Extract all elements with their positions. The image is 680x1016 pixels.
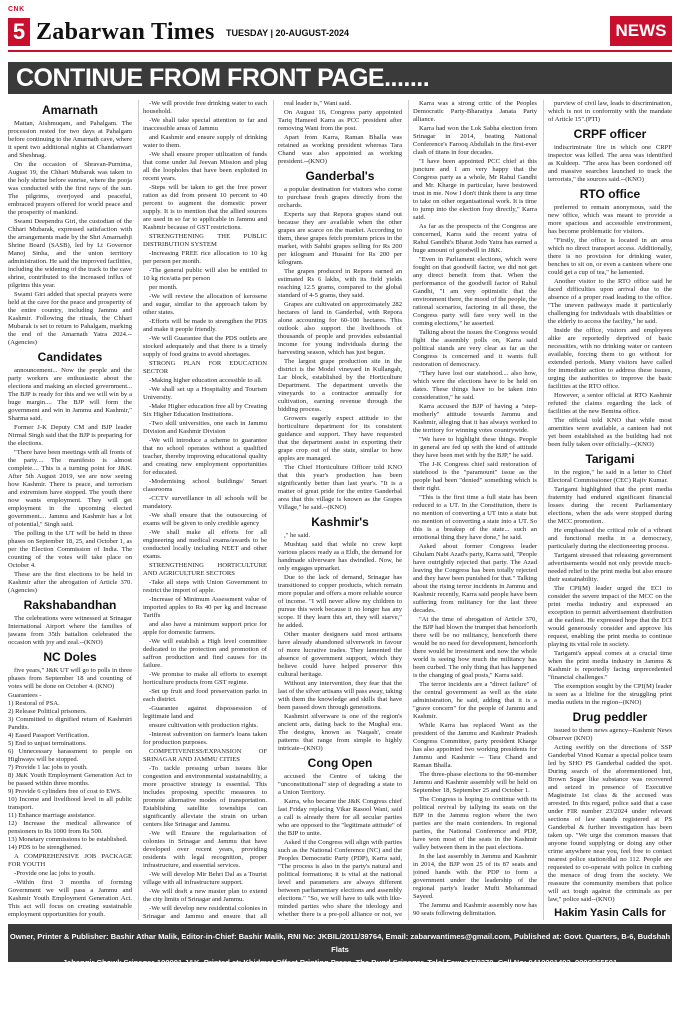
page-number: 5 (8, 18, 30, 46)
section-label: NEWS (610, 16, 672, 46)
paragraph: The CPI(M) leader urged the ECI to consider the severe impact of the MCC on the print media industry and expressed an exception to permit advertisement distribution at the earliest. He expressed hope that the ECI would generously consider and approve his request, enabling the print media to continue playing its vital role in society. (548, 585, 672, 648)
paragraph: -We shall ensure that the outsourcing of exams will be given to only credible agency (143, 512, 267, 527)
paragraph: "Firstly, the office is located in an area which no direct transport access. Additionally, there is no provision for drinking water, benches to sit on, or even a canteen where one could get a cup of tea," he lamented. (548, 237, 672, 276)
paragraph: -Steps will be taken to get the free power ration as did from present 10 percent to 40 percent to augment the domestic power supply. It is to mention that the allied sources are used in so far to applicable in Jammu and Kashmir because of GST restrictions. (143, 184, 267, 231)
paragraph: Mushtaq said that while no crew kept various places ready as a Eldh, the demand for handmade silverware has dwindled. Now, he only engages upmarket. (278, 541, 402, 572)
paragraph: "They have lost our statehood.... also how, which were the elections have to be held on dates. These things have to be taken into consideration," he said. (413, 370, 537, 401)
paragraph: Swami Deependra Giri, the custodian of the Chhari Mubarak, expressed satisfaction with the arrangements made by the Shri Amarnathji Shrine Board (SASB), led by Lt Governor Manoj Sinha, and the union territory administration. He said the improved facilities, including the widening of the track to the cave shrine, contributed to the increased influx of pilgrims this year. (8, 218, 132, 289)
paragraph: -We will draft a new master plan to extend the city limits of Srinagar and Jammu. (143, 888, 267, 903)
paragraph: The Jammu and Kashmir assembly now has 90 seats following delimitation. (413, 902, 537, 917)
headline-candidates: Candidates (37, 350, 103, 364)
paragraph: The three-phase elections to the 90-member Jammu and Kashmir assembly will be held on September 18, September 25 and October 1. (413, 771, 537, 794)
paragraph: The celebrations were witnessed at Srinagar International Airport where the families of jawans from 35th battalion celebrated the occasion with joy and zeal.--(KNO) (8, 615, 132, 646)
paragraph: Without any intervention, they fear that the last of the silver artisans will pass away, taking with them the knowledge and skills that have been passed down through generations. (278, 680, 402, 711)
headline-ganderbal: Ganderbal's (305, 169, 375, 183)
paragraph: and also have a minimum support price for apple for domestic farmers. (143, 621, 267, 636)
paragraph: -We will develop new residential colonies in Srinagar and Jammu and ensure that all (143, 905, 267, 920)
paragraph: real leader is," Wani said. (284, 100, 352, 107)
imprint-line-2: Jahangir Chowk Srinagar-190001 J&K, Printed at: Khidmat Offset Printing Press, The Bund Srinagar, Tele/ Fax: 2478370, Cell No: 9419001492, 9906865501 (62, 958, 618, 967)
headline-rakshabandhan: Rakshabandhan (23, 598, 117, 612)
paragraph: Experts say that Repora grapes stand out because they are available when the other grapes are scarce on the market. According to them, these grapes fetch premium prices in the market, with Sahibi grapes selling for Rs 200 per kilogram and Husaini for Rs 200 per kilogram. (278, 211, 402, 266)
paragraph: accused the Centre of taking the "unconstitutional" step of degrading a state to a Union Territory. (278, 773, 402, 796)
paragraph: "There have been meetings with all fronts of the party.... The manifesto is almost complete.... This is a turning point for J&K. After 5th August 2019, we are now seeing how Kashmir. There is peace, and terrorism and extremism have stopped. The youth there now wants employment. They will get employment in the upcoming elected government.... Jammu and Kashmir has a lot of potential," Singh said. (8, 449, 132, 528)
paragraph: indiscriminate fire in which one CRPF inspector was killed. The area was identified as Kuldeep. "The area has been cordoned off and massive searches launched to track the terrorists," the sources said.--(KNO) (548, 144, 672, 183)
paragraph: Karra was a strong critic of the Peoples Democratic Party-Bharatiya Janata Party alliance. (413, 100, 537, 123)
column-3 (278, 100, 402, 920)
paragraph: The terror incidents are a "direct failure" of the central government as well as the state administration, he said, adding that it is a "grave concern" for the people of Jammu and Kashmir. (413, 681, 537, 720)
paragraph: -We will Guarantee that the PDS outlets are stocked adequately and that there is a timely supply of food grains to avoid shortages. (143, 335, 267, 358)
paragraph: The Chief Horticulture Officer told KNO that this year's production has been significantly better than last year's. "It is a matter of great pride for the entire Ganderbal area that this village is known as the Grapes Village," he said.--(KNO) (278, 464, 402, 511)
masthead-rule (8, 50, 672, 52)
paragraph: He emphasised the critical role of a vibrant and functional media in a democracy, particularly during the electioneering process. (548, 527, 672, 550)
paragraph: -We will introduce a scheme to guarantee that no school operates without a qualified teacher, thereby improving educational quality and creating new employment opportunities for educated. (143, 437, 267, 476)
page-banner: CONTINUE FROM FRONT PAGE....... (8, 62, 672, 94)
paragraph: -Provide one lac jobs to youth. (14, 870, 95, 877)
paragraph: Grapes are cultivated on approximately 282 hectares of land in Ganderbal, with Repora alone accounting for 60-100 hectares. This outlook also support the livelihoods of thousands of people and provides substantial income for young individuals during the harvesting season, which has just begun. (278, 301, 402, 356)
paragraph: Mattan, Aishmuqam, and Pahalgam. The procession rested for two days at Pahalgam before continuing to the Amarnath cave, where it spent two additional nights at Chandanwari and Sheshnag. (8, 120, 132, 159)
paragraph: Asked about former Congress leader Ghulam Nabi Azad's party, Karra said, "People have outrightly rejected that party. The Azad leaving the Congress has been totally rejected and they have been punished for that." Talking about the rising terror incidents in Jammu and Kashmir recently, Karra said people have been suffering from militancy for the last three decades. (413, 543, 537, 614)
headline-cong-open: Cong Open (307, 756, 373, 770)
column-5 (548, 100, 672, 920)
masthead (8, 6, 672, 50)
paragraph: The grapes produced in Repora earned an estimated Rs 6 lakhs, with its field yields reaching 12.5 grams, compared to the global standard of 4-5 grams, they said. (278, 268, 402, 299)
paragraph: -We promise to make all efforts to exempt horticulture products from GST regime. (143, 671, 267, 686)
paragraph: -Increase of Minimum Assessment value of imported apples to Rs 40 per kg and Increase Tariffs (143, 596, 267, 619)
article-columns (8, 100, 672, 920)
paragraph: -Guarantee against dispossession of legitimate land and (143, 705, 267, 720)
paragraph: -We will review the allocation of kerosene and sugar, similar to the approach taken by other states. (143, 293, 267, 316)
paragraph: and Kashmir and ensure supply of drinking water to them. (143, 134, 267, 149)
paragraph: -Making higher education accessible to all. (149, 377, 263, 384)
column-divider (273, 100, 274, 920)
column-divider (138, 100, 139, 920)
paragraph: COMPETIVENESS/EXPANSION OF SRINAGAR AND JAMMU CITIES (143, 748, 267, 763)
paragraph: On August 16, Congress party appointed Tariq Hameed Karra as PCC president after removing Wani from the post. (278, 109, 402, 132)
paragraph: Another visitor to the RTO office said he faced difficulties upon arrival due to the absence of a proper road leading to the office. "The uneven pathways made it particularly challenging for individuals with disabilities or the elderly to access the facility," he said. (548, 278, 672, 325)
paragraph: Kashmiri silverware is one of the region's ancient arts, dating back to the Mughal era. The designs, known as 'Naqash', create patterns that range from simple to highly intricate--(KNO) (278, 713, 402, 752)
paragraph: -CCTV surveillance in all schools will be mandatory. (143, 495, 267, 510)
column-divider (408, 100, 409, 920)
paragraph: STRENGTHENING THE PUBLIC DISTRIBUTION SYSTEM (143, 233, 267, 248)
paragraph: The official told KNO that while most amenities were available, a canteen had not yet been established as the building had not been fully taken over officially.--(KNO) (548, 417, 672, 448)
paragraph: -We will Ensure the regularisation of colonies in Srinagar and Jammu that have developed over recent years, providing residents with legal recognition, proper infrastructure, and essential services. (143, 830, 267, 869)
paragraph: ," he said. (284, 532, 311, 539)
column-1 (8, 100, 132, 920)
paragraph: These are the first elections to be held in Kashmir after the abrogation of Article 370. (Agencies) (8, 571, 132, 594)
paragraph: preferred to remain anonymous, said the new office, which was meant to provide a more spacious and accessible environment, has become problematic for visitors. (548, 204, 672, 235)
paragraph: ensure cultivation with production rights. (149, 722, 258, 729)
paragraph: purview of civil law, leads to discrimination, which is not in conformity with the mandate of Article 15".(PTI) (548, 100, 672, 123)
paragraph: Due to the lack of demand, Srinagar has transitioned to copper products, which remain more popular and offers a more reliable source of income. "I will never allow my children to pursue this work because it no longer has any scope. If they learn this art, they will starve," he added. (278, 574, 402, 629)
paragraph: As far as the prospects of the Congress are concerned, Karra said the recent yatra of Rahul Gandhi's Bharat Jodo Yatra has earned a huge amount of goodwill in J&K. (413, 223, 537, 254)
headline-kashmirs: Kashmir's (311, 515, 369, 529)
headline-crpf-officer: CRPF officer (573, 127, 647, 141)
paragraph: Karra accused the BJP of having a "step-motherly" attitude towards Jammu and Kashmir, alleging that it has always worked to the territory for winning votes countrywide. (413, 403, 537, 434)
paragraph: -Set up fruit and food preservation parks in each district. (143, 688, 267, 703)
paragraph: -We shall take special attention to far and inaccessible areas of Jammu (143, 117, 267, 132)
paragraph: Growers eagerly expect attitude to the horticulture department for its consistent guidance and support. They have requested that the department assist in exporting their grape crop out of the state, similar to how apples are managed. (278, 415, 402, 462)
paragraph: per month. (149, 284, 178, 291)
paragraph: -We will develop Mir Behri Dal as a Tourist village with all infrastructure support. (143, 871, 267, 886)
paragraph: -Efforts will be made to strengthen the PDS and make it people friendly. (143, 318, 267, 333)
paragraph: The polling in the UT will be held in three phases on September 18, 25, and October 1, as per the Election Commission of India. The counting of the votes will take place on October 4. (8, 530, 132, 569)
paragraph: However, a senior official at RTO Kashmir refuted the claims regarding the lack of facilities at the new Bemina office. (548, 392, 672, 415)
paragraph: "I have been appointed PCC chief at this juncture and I am very happy that the Congress party as a whole, Mr Rahul Gandhi and Mr. Kharge in particular, have bestowed trust in me. Now I don't think there is any time to take on other organisational work. It is time to jump into the election fray directly," Karra said. (413, 158, 537, 221)
paragraph: STRONG PLAN FOR EDUCATION SECTOR (143, 360, 267, 375)
headline-rto-office: RTO office (579, 187, 641, 201)
paragraph: -The general public will also be entitled to 10 kg rice/atta per person (143, 267, 267, 282)
paragraph: "We have to highlight these things. People in general are fed up with the kind of attitude they have been met with by the BJP," he said. (413, 436, 537, 459)
headline-nc-doles: NC Doles (43, 650, 97, 664)
paragraph: Talking about the issues the Congress would fight the assembly polls on, Karra said political stands are very clear as far as the Congress is concerned and it wants full restoration of democracy. (413, 329, 537, 368)
paragraph: Karra, who became the J&K Congress chief last Friday replacing Vikar Rasool Wani, said a call is already there for all secular parties who are opposed to the "legitimate attitude" of the BJP to unite. (278, 798, 402, 837)
imprint-line-1: Owner, Printer & Publisher: Bashir Athar Malik, Editor-in-Chief: Bashir Malik, RNI No: JKBIL/2011/39764, Email: zabarwantimes@gmail.com, Published at: Govt. Quarters, B-6, Budshah Flats (9, 932, 671, 954)
paragraph: -Take all steps with Union Government to restrict the import of apple. (143, 579, 267, 594)
paragraph: Tarigami highlighted that the print media fraternity had endured significant financial losses during the recent Parliamentary elections, when the ads were stopped during the MCC promotion. (548, 486, 672, 525)
paragraph: Acting swiftly on the directions of SSP Ganderbal Vinod Kumar a special police team led by SHO PS Ganderbal cadded the spot. During search of the aforementioned hut, Brown Sugar like substance was recovered and seized in presence of Executive Magistrate 1st class & the accused was arrested. In this regard, police said that a case under FIR number 23/2024 under relevant sections of law stands registered at PS Ganderbal & further investigation has been taken up. "We urge the common masses that anyone found supplying or doing any other crime anywhere near you, feel free to contact nearest police station/dial no 112. People are requested to co-operate with police in curbing the menace of drug from the society. We reassure the community members that police will act tough against the criminals as per law," police said--(KNO) (548, 744, 672, 903)
headline-drug-peddler: Drug peddler (572, 710, 648, 724)
headline-amarnath: Amarnath (41, 103, 98, 117)
paragraph: five years," J&K UT will go to polls in three phases from September 18 and counting of votes will be done on October 4. (KNO) (8, 667, 132, 690)
paragraph: -We shall ensure proper utilization of funds that come under Jal Jeevan Mission and plug all the loopholes that have been exploited in recent years. (143, 151, 267, 182)
paragraph: Tarigami stressed that releasing government advertisements would not only provide much-needed relief to the print media but also ensure their sustainability. (548, 552, 672, 583)
paragraph: Tarigami's appeal comes at a crucial time when the print media industry in Jammu & Kashmir is reportedly facing unprecedented "financial challenges." (548, 650, 672, 681)
paragraph: Asked if the Congress will align with parties such as the National Conference (NC) and the Peoples Democratic Party (PDP), Karra said, "The process is also in the party's natural and political formations; it is vital at the national level and parameters are always different between parliamentary elections and assembly elections." "So, we will have to talk with like-minded parties who share the ideology and whether there is a pre-poll alliance or not, we (278, 839, 402, 918)
paragraph: STRENGTHENING HORTICULTURE AND AGRICULTURE SECTORS (143, 562, 267, 577)
paragraph: -Increasing FREE rice allocation to 10 kg per person per month. (143, 250, 267, 265)
column-2 (143, 100, 267, 920)
paragraph: -We will provide free drinking water to each household. (143, 100, 267, 115)
paragraph: Swami Giri added that special prayers were held at the cave for the peace and prosperity of the entire country, including Jammu and Kashmir. Following the rituals, the Chhari Mubarak is set to return to Pahalgam, marking the end of the Amarnath Yatra 2024.--(Agencies) (8, 291, 132, 346)
paragraph: On the occasion of Shravan-Purnima, August 19, the Chhari Mubarak was taken to the holy shrine before sunrise, where the pooja was conducted with the first rays of the sun. The pilgrims, overjoyed and peaceful, embraced prayers offered for world peace and the prosperity of mankind. (8, 161, 132, 216)
column-4 (413, 100, 537, 920)
paragraph: "At the time of abrogation of Article 370, the BJP had blown the trumpet that henceforth there will be no militancy, henceforth there would be no need for development, henceforth there would be investment and now the whole world is seeing how much the militancy has been curbed. The only thing that has happened is the changing of goal posts," Karra said. (413, 616, 537, 679)
paragraph: The largest grape production site in the district is the Model vineyard in Kullangah, Lar block, established by the Horticulture Department. The department unveils the vineyards to a contractor annually for cultivation, earning revenue through the bidding process. (278, 358, 402, 413)
paragraph: -Within first 3 months of forming Government we will pass a Jammu and Kashmir Youth Employment Generation Act. This act will focus on creating sustainable employment opportunities for youth. (8, 879, 132, 918)
guarantee-list: Guarantees - 1) Restoral of PSA. 2) Release Political prisoners. 3) Committed to dignified return of Kashmiri Pandits. 4) Eased Passport Verification. 5) End to unjust terminations. 6) Unnecessary harassment to people on Highways will be stopped. 7) Provide 1 lac jobs to youth. 8) J&K Youth Employment Generation Act to be passed within three months. 9) Provide 6 cylinders free of cost to EWS. 10) Income and livelihood level in all public transport. 11) Enhance marriage assistance. 12) Increase the medical allowance of pensioners to Rs 1000 from Rs 500. 13) Monetary commissions to be established. 14) PDS to be strengthened. (8, 692, 132, 851)
paragraph: -We shall make all efforts for all engineering and medical exams/awards to be conducted locally including NEET and other exams. (143, 529, 267, 560)
paragraph: announcement... Now the people and the party workers are enthusiastic about the elections and making an elected government... The BJP is ready for this and we will win by a huge margin.... The BJP will form the government and win in Jammu and Kashmir," Sharma said. (8, 367, 132, 422)
paragraph: Former J-K Deputy CM and BJP leader Nirmal Singh said that the BJP is preparing for the elections. (8, 424, 132, 447)
paragraph: -Make Higher education free all by Creating Six Higher Education Institutions. (143, 403, 267, 418)
cnk-tag: CNK (8, 6, 25, 13)
paragraph: issued to them news agency--Kashmir News Observer (KNO) (548, 727, 672, 742)
paragraph: in the region," he said in a letter to Chief Electoral Commissioner (CEC) Rajiv Kumar. (548, 469, 672, 484)
paragraph: The exemption sought by the CPI(M) leader is seen as a lifeline for the struggling print media outlets in the region--(KNO) (548, 683, 672, 706)
imprint-footer (8, 924, 672, 967)
paragraph: "Even in Parliament elections, which were fought on that goodwill factor, we did not get any direct benefit from that. When the performance of the goodwill factor of Rahul Gandhi, "I am very optimistic that the environment there, the mood of the people, the rational scenarios, factoring in all these, the Congress party will fare very well in the coming elections," he asserted. (413, 256, 537, 327)
paragraph: The Congress is hoping to continue with its political revival by tallying its seats on the BJP in the Jammu region where the two parties are the main contenders. In regional parties, the National Conference and PDP, have won most of the seats in the Kashmir valley between them in the past elections. (413, 796, 537, 851)
headline-hakim-yasin: Hakim Yasin Calls for (554, 907, 666, 919)
paragraph: -Interest subvention on farmer's loans taken for production purposes. (143, 731, 267, 746)
paragraph: -To tackle pressing urban issues like congestion and environmental sustainability, a more proactive strategy is essential. This includes proposing specific measures to promote alternative modes of transportation. Establishing satellite townships can significantly alleviate the strain on urban centers like Srinagar and Jammu. (143, 765, 267, 828)
headline-tarigami: Tarigami (585, 452, 635, 466)
paragraph: -Modernising school buildings/ Smart classrooms (143, 478, 267, 493)
paragraph: In the last assembly in Jammu and Kashmir in 2014, the BJP won 25 of its 87 seats and joined hands with the PDP to form a government under the leadership of the regional party's leader Mufti Mohammad Sayeed. (413, 853, 537, 900)
paragraph: A COMPREHENSIVE JOB PACKAGE FOR YOUTH (8, 853, 132, 868)
paragraph: -We shall set up a Hospitality and Tourism University. (143, 386, 267, 401)
date-line: TUESDAY | 20-AUGUST-2024 (226, 28, 350, 38)
paragraph: Inside the office, visitors and employees alike are reportedly deprived of basic necessities, with no drinking water or canteen available, forcing them to go without for extended periods. Many visitors have called for immediate action to address these issues, urging the authorities to improve the basic facilities at the RTO office. (548, 327, 672, 390)
paragraph: -Two skill universities, one each in Jammu Division and Kashmir Division (143, 420, 267, 435)
paragraph: a popular destination for visitors who come to purchase fresh grapes directly from the orchards. (278, 186, 402, 209)
paragraph: Apart from Karra, Raman Bhalla was retained as working president whereas Tara Chand was also appointed as working president.--(KNO) (278, 134, 402, 165)
paragraph: The J-K Congress chief said restoration of statehood is the "paramount" issue as the people had been "denied" something which is their right. (413, 461, 537, 492)
column-divider (543, 100, 544, 920)
paragraph: "This is the first time a full state has been reduced to a UT. In the Constitution, there is no mention of converting a UT into a state but no mention of converting a state into a UT. So this is a breakup of the state... such an emotional thing they have done," he said. (413, 494, 537, 541)
paper-name: Zabarwan Times (36, 19, 215, 45)
paragraph: Other master designers said most artisans have already abandoned silverwork in favour of more lucrative trades. They lamented the absence of government support, which they believe could have helped preserve this cultural heritage. (278, 631, 402, 678)
paragraph: While Karra has replaced Wani as the president of the Jammu and Kashmir Pradesh Congress Committee, party president Kharge has also appointed two working presidents for Jammu and Kashmir -- Tara Chand and Raman Bhalla. (413, 722, 537, 769)
paragraph: -We will establish a High level committee dedicated to the protection and promotion of saffron production and find causes for its failure. (143, 638, 267, 669)
paragraph: Karra had won the Lok Sabha election from Srinagar in 2014, beating National Conference's Farooq Abdullah in the first-ever clash of titans in four decades. (413, 125, 537, 156)
